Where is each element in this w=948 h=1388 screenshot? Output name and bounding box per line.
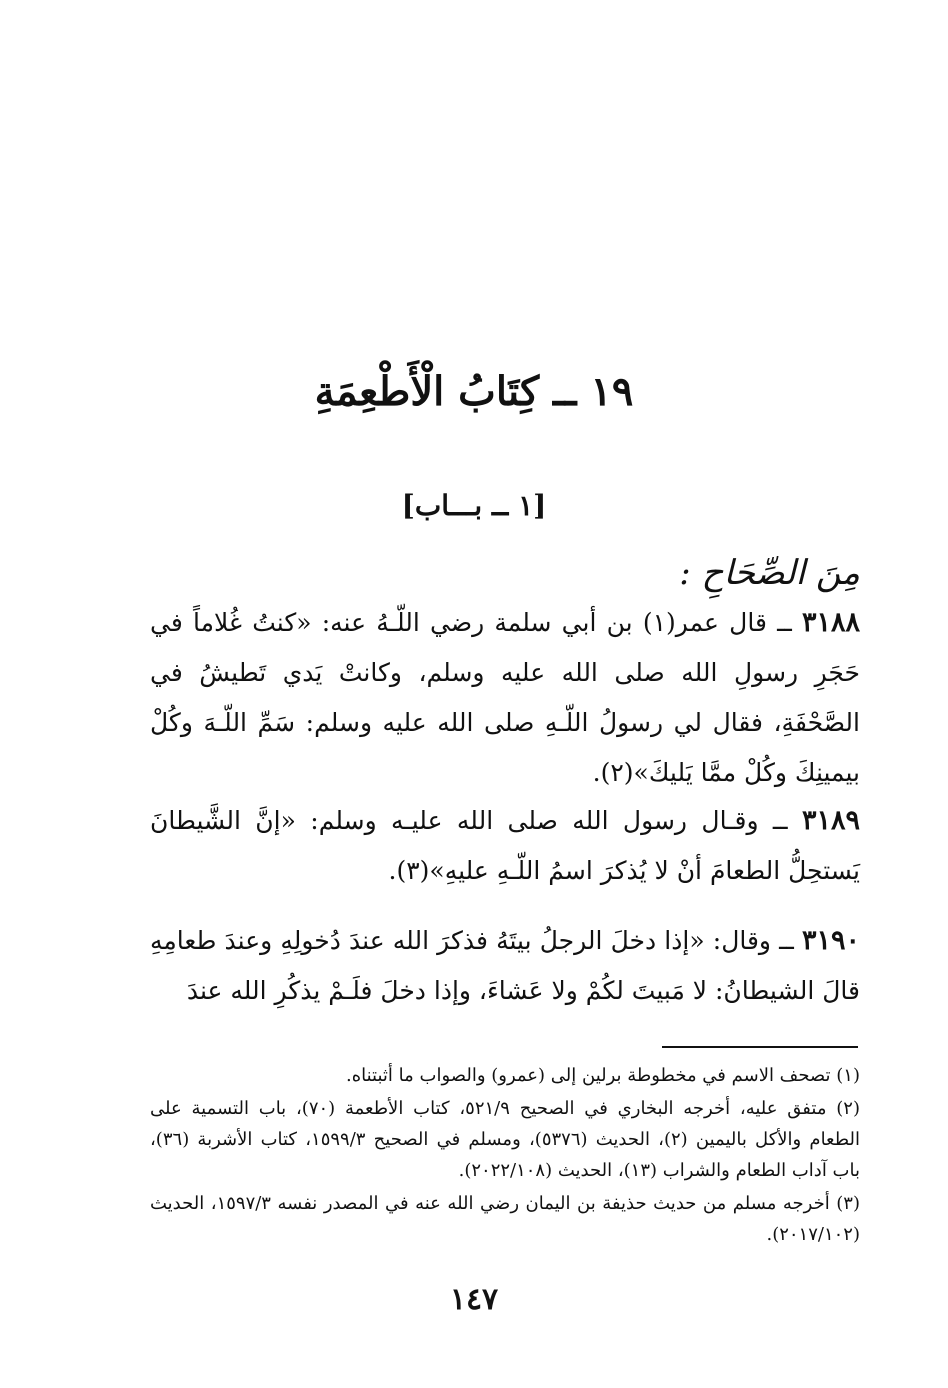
hadith-text: ــ وقال: «إذا دخلَ الرجلُ بيتَهُ فذكرَ الله عندَ دُخولِهِ وعندَ طعامِهِ قالَ الشيطانُ: لا مَبيتَ لكُمْ ولا عَشاءَ، وإذا دخلَ فلَـمْ يذكُرِ الله عندَ — [150, 926, 860, 1005]
footnote-1: (١) تصحف الاسم في مخطوطة برلين إلى (عمرو) والصواب ما أثبتناه. — [345, 1065, 860, 1086]
footnote-3: (٣) أخرجه مسلم من حديث حذيفة بن اليمان رضي الله عنه في المصدر نفسه ١٥٩٧/٣، الحديث (٢٠١٧/١٠٢). — [150, 1193, 860, 1245]
section-title: [١ ــ بـــاب] — [401, 489, 547, 522]
footnotes — [150, 1060, 860, 1252]
hadith-number: ٣١٨٩ — [801, 805, 860, 836]
hadith-text: ــ وقـال رسول الله صلى الله عليـه وسلم: «إنَّ الشَّيطانَ يَستحِلُّ الطعامَ أنْ لا يُذكرَ اسمُ اللّـهِ عليهِ»(٣). — [150, 806, 860, 885]
hadith-number: ٣١٨٨ — [801, 607, 860, 638]
hadith-3188 — [150, 598, 860, 798]
chapter-title: ١٩ ــ كِتَابُ الْأَطْعِمَةِ — [314, 368, 634, 415]
page-number: ١٤٧ — [449, 1282, 499, 1317]
hadith-3190 — [150, 916, 860, 1016]
footnote-divider — [662, 1046, 858, 1048]
hadith-text: ــ قال عمر(١) بن أبي سلمة رضي اللّـهُ عنه: «كنتُ غُلاماً في حَجَرِ رسولِ الله صلى الله عليه وسلم، وكانتْ يَدي تَطيشُ في الصَّحْفَةِ، فقال لي رسولُ اللّـهِ صلى الله عليه وسلم: سَمِّ اللّـهَ وكُلْ بيمينِكَ وكُلْ ممَّا يَليكَ»(٢). — [150, 608, 860, 787]
hadith-3189 — [150, 796, 860, 896]
footnote-2: (٢) متفق عليه، أخرجه البخاري في الصحيح ٥٢١/٩، كتاب الأطعمة (٧٠)، باب التسمية على الطعام والأكل باليمين (٢)، الحديث (٥٣٧٦)، ومسلم في الصحيح ١٥٩٩/٣، كتاب الأشربة (٣٦)، باب آداب الطعام والشراب (١٣)، الحديث (٢٠٢٢/١٠٨). — [150, 1098, 860, 1181]
hadith-number: ٣١٩٠ — [801, 925, 860, 956]
source-label: مِنَ الصِّحَاحِ : — [679, 553, 860, 593]
